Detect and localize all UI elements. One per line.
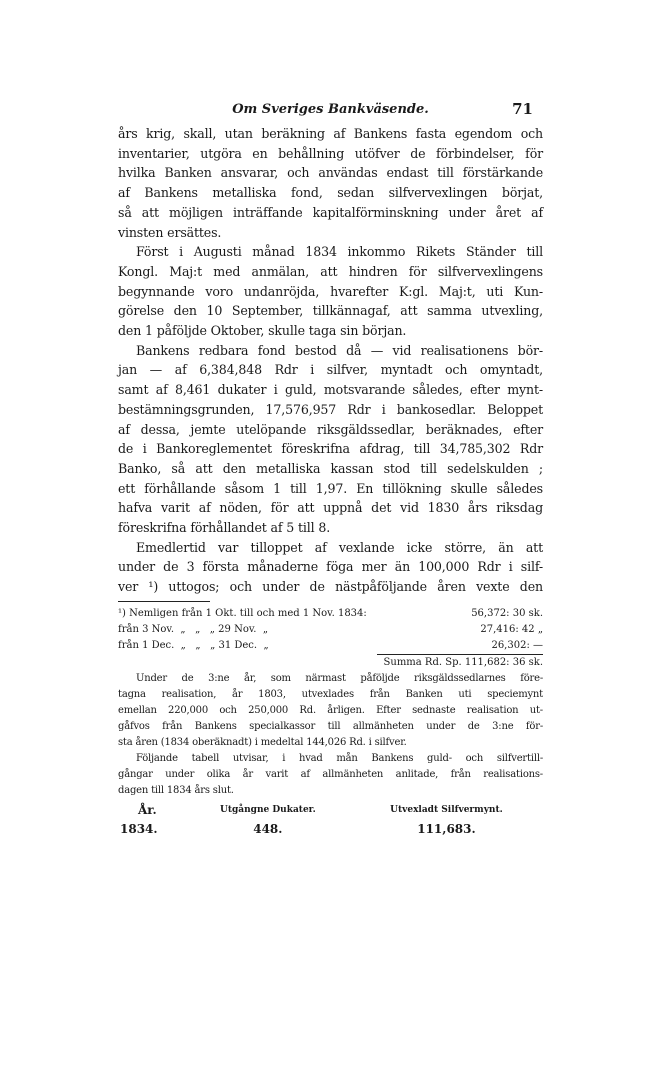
- footnote-line: emellan 220,000 och 250,000 Rd. årligen. Efter sednaste realisation ut-: [118, 704, 543, 716]
- footnote-line: tagna realisation, år 1803, utvexlades från Banken uti speciemynt: [118, 688, 543, 700]
- running-title: Om Sveriges Bankväsende.: [232, 102, 429, 117]
- footnote-rule: [118, 601, 210, 602]
- footnote-row: [118, 606, 543, 622]
- body-line: Först i Augusti månad 1834 inkommo Rikets Ständer till: [136, 244, 543, 260]
- body-line: hafva varit af nöden, för att uppnå det vid 1830 års riksdag: [118, 500, 543, 516]
- footnote: [118, 606, 543, 799]
- footnote-sum: Summa Rd. Sp. 111,682: 36 sk.: [377, 654, 543, 671]
- footnote-line: sta åren (1834 oberäknadt) i medeltal 144,026 Rd. i silfver.: [118, 736, 407, 748]
- footnote-line: Följande tabell utvisar, i hvad mån Bankens guld- och silfvertill-: [136, 752, 543, 764]
- body-line: hvilka Banken ansvarar, och användas endast till förstärkande: [118, 165, 543, 181]
- body-line: Emedlertid var tilloppet af vexlande icke större, än att: [136, 539, 543, 555]
- footnote-line: gåfvos från Bankens specialkassor till allmänheten under de 3:ne för-: [118, 720, 543, 732]
- coin-table: [118, 802, 543, 836]
- body-line: af Bankens metalliska fond, sedan silfvervexlingen börjat,: [118, 185, 543, 201]
- body-line: samt af 8,461 dukater i guld, motsvarande således, efter mynt-: [118, 382, 543, 398]
- body-line: af dessa, jemte utelöpande riksgäldssedlar, beräknades, efter: [118, 421, 543, 437]
- body-line: vinsten ersättes.: [118, 224, 222, 240]
- col-header-year: År.: [138, 802, 157, 817]
- page-header: [118, 100, 543, 124]
- body-line: bestämningsgrunden, 17,576,957 Rdr i bankosedlar. Beloppet: [118, 401, 543, 417]
- footnote-line: gångar under olika år varit af allmänheten anlitade, från realisations-: [118, 768, 543, 780]
- cell-ducats: 448.: [253, 821, 283, 836]
- footnote-amount: 26,302: —: [491, 639, 543, 651]
- body-line: Kongl. Maj:t med anmälan, att hindren för silfvervexlingens: [118, 263, 543, 279]
- body-line: Banko, så att den metalliska kassan stod till sedelskulden ;: [118, 460, 543, 476]
- cell-year: 1834.: [120, 821, 158, 836]
- footnote-line: Under de 3:ne år, som närmast påföljde riksgäldssedlarnes före-: [136, 672, 543, 684]
- footnote-line: dagen till 1834 års slut.: [118, 784, 234, 796]
- body-line: jan — af 6,384,848 Rdr i silfver, myntadt och omyntadt,: [118, 362, 543, 378]
- body-line: inventarier, utgöra en behållning utöfver de förbindelser, för: [118, 145, 543, 161]
- footnote-period: från 3 Nov. „ „ „ 29 Nov. „: [118, 623, 269, 635]
- footnote-text: [118, 671, 543, 799]
- body-line: ett förhållande såsom 1 till 1,97. En tillökning skulle således: [118, 480, 543, 496]
- cell-silver: 111,683.: [417, 821, 476, 836]
- body-line: den 1 påföljde Oktober, skulle taga sin början.: [118, 323, 407, 339]
- body-line: års krig, skall, utan beräkning af Bankens fasta egendom och: [118, 126, 543, 141]
- footnote-period: från 1 Dec. „ „ „ 31 Dec. „: [118, 640, 269, 652]
- table-row: [118, 818, 543, 836]
- body-line: så att möjligen inträffande kapitalförminskning under året af: [118, 204, 543, 220]
- col-header-ducats: Utgångne Dukater.: [220, 804, 316, 815]
- col-header-silver: Utvexladt Silfvermynt.: [390, 804, 503, 815]
- body-text: [118, 124, 543, 597]
- page-number: 71: [512, 100, 533, 118]
- footnote-period: ¹) Nemligen från 1 Okt. till och med 1 Nov. 1834:: [118, 607, 367, 619]
- body-line: begynnande voro undanröjda, hvarefter K:gl. Maj:t, uti Kun-: [118, 283, 543, 299]
- body-line: de i Bankoreglementet föreskrifna afdrag, till 34,785,302 Rdr: [118, 441, 543, 457]
- body-line: föreskrifna förhållandet af 5 till 8.: [118, 520, 331, 536]
- body-line: Bankens redbara fond bestod då — vid realisationens bör-: [136, 342, 543, 358]
- body-line: görelse den 10 September, tillkännagaf, att samma utvexling,: [118, 303, 543, 319]
- footnote-amount: 56,372: 30 sk.: [471, 607, 543, 619]
- footnote-sum-table: [118, 606, 543, 671]
- footnote-row: [118, 638, 543, 655]
- body-line: ver ¹) uttogos; och under de nästpåföljande åren vexte den: [118, 579, 543, 595]
- footnote-amount: 27,416: 42 „: [480, 623, 543, 635]
- book-page: [118, 100, 543, 836]
- footnote-row: [118, 622, 543, 638]
- body-line: under de 3 första månaderne föga mer än 100,000 Rdr i silf-: [118, 559, 543, 575]
